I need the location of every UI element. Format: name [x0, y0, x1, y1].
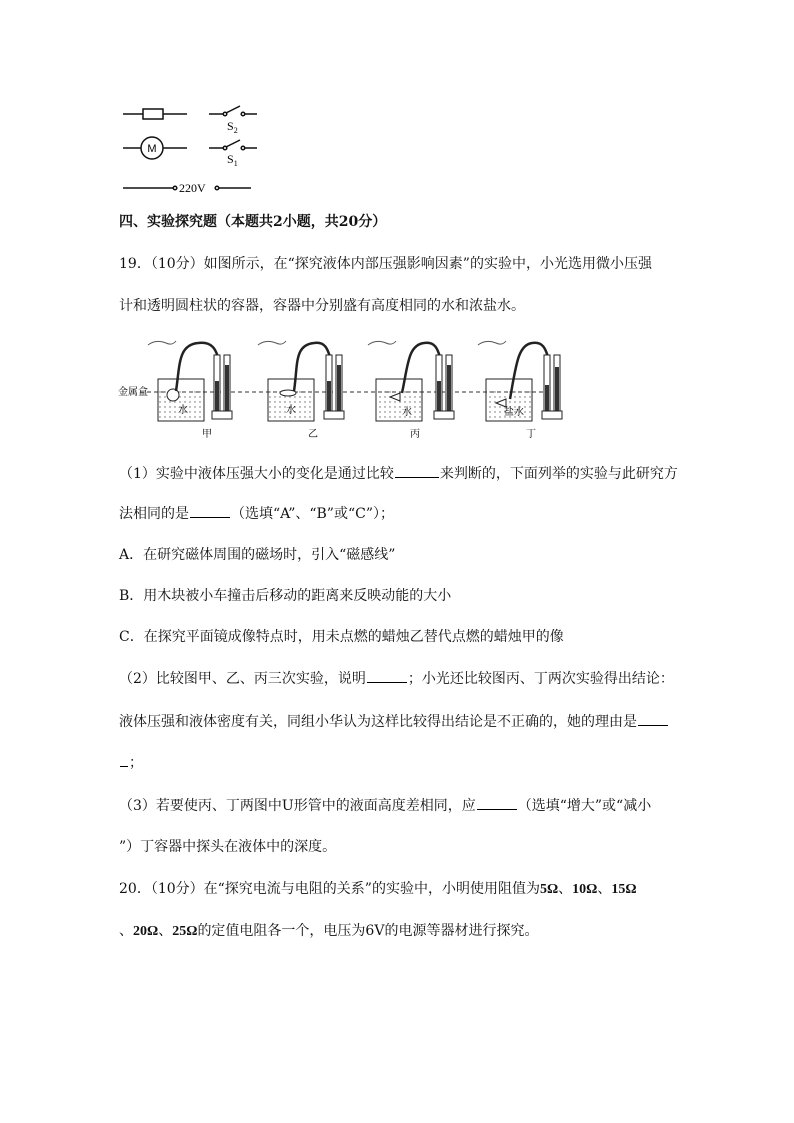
- setup-jia: [148, 341, 232, 440]
- motor-label: M: [147, 143, 157, 155]
- q19-part1-line1: [119, 464, 678, 484]
- separator: 、: [119, 923, 133, 939]
- q19-part3-line1: [119, 796, 651, 816]
- answer-blank-1[interactable]: [395, 465, 439, 478]
- voltage-label: 220V: [179, 181, 206, 195]
- resistance-15: 15Ω: [611, 882, 637, 897]
- q19-text-line1: 19．（10分）如图所示，在“探究液体内部压强影响因素”的实验中，小光选用微小压强: [119, 256, 652, 272]
- switch-s1-symbol: [209, 140, 257, 150]
- q19-part2-line3: [119, 753, 143, 773]
- q19-part2-text-c: 液体压强和液体密度有关，同组小华认为这样比较得出结论是不正确的，她的理由是: [119, 714, 637, 730]
- q19-part1-line2: [119, 504, 394, 524]
- q20-text-line2: [119, 921, 538, 942]
- switch-s2-symbol: [209, 106, 257, 116]
- switch-s1-label: $S_1$: [227, 152, 238, 168]
- q19-part1-text-b: 来判断的，下面列举的实验与此研究方: [439, 466, 678, 482]
- liquid-label-bing: 水: [402, 407, 412, 418]
- liquid-label-jia: 水: [178, 405, 188, 416]
- caption-yi: 乙: [308, 429, 318, 440]
- circuit-components-figure: [119, 100, 279, 200]
- q19-text-line2: 计和透明圆柱状的容器，容器中分别盛有高度相同的水和浓盐水。: [119, 298, 525, 314]
- option-c: C．在探究平面镜成像特点时，用未点燃的蜡烛乙替代点燃的蜡烛甲的像: [119, 629, 564, 645]
- resistance-5: 5Ω: [539, 882, 559, 897]
- answer-blank-4[interactable]: [638, 713, 668, 726]
- probe-label: 金属盒: [118, 387, 148, 398]
- q19-part3-text-a: （3）若要使丙、丁两图中U形管中的液面高度差相同，应: [119, 798, 476, 814]
- answer-blank-2[interactable]: [190, 505, 230, 518]
- separator: 、: [558, 881, 573, 897]
- answer-blank-5[interactable]: [477, 797, 517, 810]
- caption-jia: 甲: [202, 429, 212, 440]
- caption-ding: 丁: [526, 429, 536, 440]
- q19-part2-line1: [119, 669, 674, 689]
- resistance-20: 20Ω: [133, 924, 159, 939]
- q20-text-line1: [119, 879, 637, 900]
- option-b: B．用木块被小车撞击后移动的距离来反映动能的大小: [119, 588, 452, 604]
- separator: 、: [158, 923, 173, 939]
- section-heading: 四、实验探究题（本题共2小题，共20分）: [119, 214, 387, 230]
- q20-text-a: 20．（10分）在“探究电流与电阻的关系”的实验中，小明使用阻值为: [119, 881, 540, 897]
- q19-part2-text-a: （2）比较图甲、乙、丙三次实验，说明: [119, 671, 366, 687]
- liquid-label-ding: 盐水: [504, 407, 524, 418]
- resistor-symbol: [123, 109, 187, 119]
- q19-part3-line2: ”）丁容器中探头在液体中的深度。: [119, 839, 337, 855]
- q19-part1-text-c: 法相同的是: [119, 506, 189, 522]
- option-a: A．在研究磁体周围的磁场时，引入“磁感线”: [119, 547, 396, 563]
- liquid-label-yi: 水: [286, 405, 296, 416]
- setup-bing: [368, 341, 454, 440]
- switch-s2-label: $S_2$: [227, 119, 238, 135]
- answer-blank-4-cont[interactable]: [120, 754, 128, 767]
- q19-part2-text-b: ；小光还比较图丙、丁两次实验得出结论：: [407, 671, 674, 687]
- q19-part1-text-a: （1）实验中液体压强大小的变化是通过比较: [119, 466, 394, 482]
- q19-part2-line2: [119, 712, 669, 732]
- caption-bing: 丙: [410, 429, 420, 440]
- setup-yi: [258, 341, 344, 440]
- q19-part1-text-d: （选填“A”、“B”或“C”）；: [231, 506, 394, 522]
- q20-text-b: 的定值电阻各一个，电压为6V的电源等器材进行探究。: [197, 923, 539, 939]
- resistance-25: 25Ω: [172, 924, 198, 939]
- q19-part3-text-b: （选填“增大”或“减小: [517, 798, 652, 814]
- q19-part2-text-d: ；: [129, 755, 143, 771]
- answer-blank-3[interactable]: [367, 670, 407, 683]
- pressure-apparatus-figure: [118, 335, 568, 445]
- separator: 、: [597, 881, 612, 897]
- resistance-10: 10Ω: [572, 882, 598, 897]
- setup-ding: [478, 341, 562, 440]
